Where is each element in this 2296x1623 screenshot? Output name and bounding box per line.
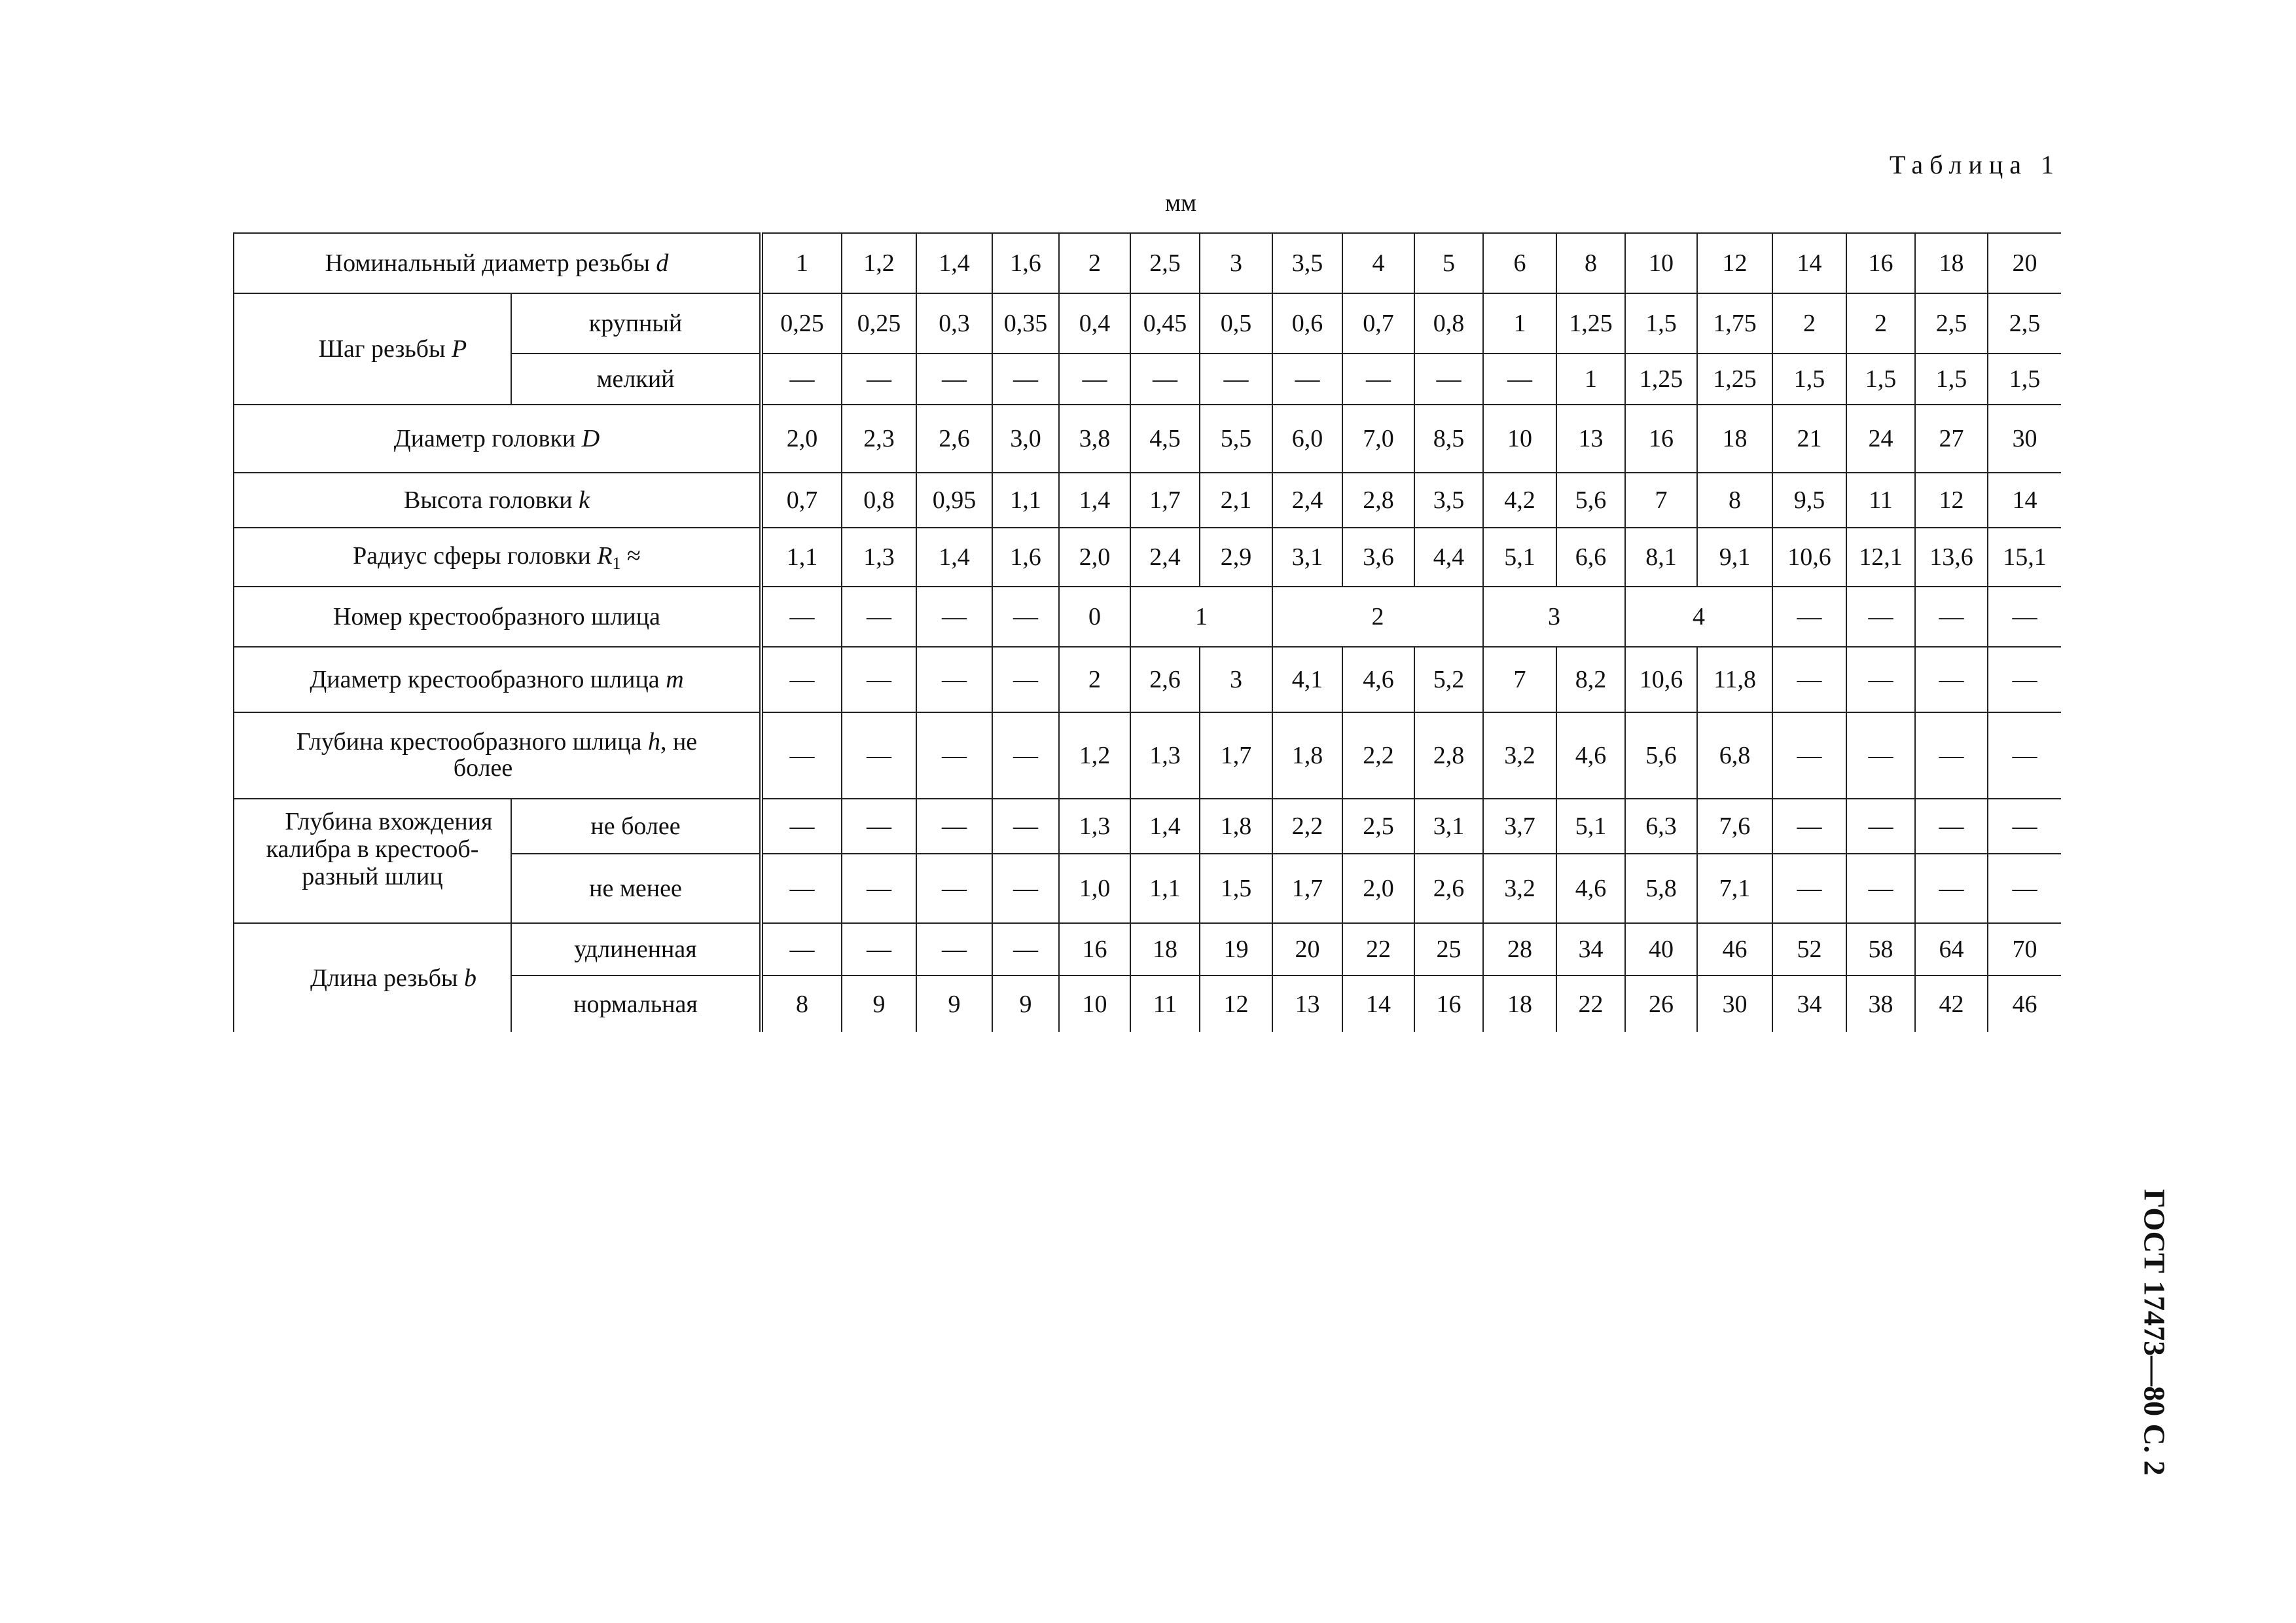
cell: 1: [1130, 587, 1272, 647]
side-label: [2109, 1178, 2200, 1486]
cell: 1: [1483, 293, 1556, 354]
cell: —: [1915, 647, 1988, 712]
cell: 3: [1200, 647, 1272, 712]
cell: 1,5: [1200, 854, 1272, 923]
cell: —: [842, 587, 916, 647]
cell: —: [1846, 712, 1915, 799]
cell: —: [1200, 354, 1272, 405]
cell: 1,5: [1625, 293, 1697, 354]
sub-label: крупный: [511, 293, 761, 354]
cell: 26: [1625, 976, 1697, 1032]
cell: 14: [1988, 473, 2061, 528]
row-label: Длина резьбы b: [234, 923, 511, 1032]
cell: —: [992, 647, 1059, 712]
cell: 10,6: [1625, 647, 1697, 712]
cell: 7,6: [1697, 799, 1772, 854]
cell: 9,5: [1772, 473, 1846, 528]
cell: 3,2: [1483, 712, 1556, 799]
cell: 9: [842, 976, 916, 1032]
cell: 2,3: [842, 405, 916, 473]
cell: 0,7: [761, 473, 842, 528]
cell: 1,5: [1915, 354, 1988, 405]
cell: 5,6: [1625, 712, 1697, 799]
cell: 19: [1200, 923, 1272, 976]
cell: 18: [1915, 233, 1988, 293]
cell: 11: [1130, 976, 1200, 1032]
cell: 10,6: [1772, 528, 1846, 587]
cell: —: [1915, 799, 1988, 854]
cell: 16: [1625, 405, 1697, 473]
table-caption: Таблица 1: [1889, 150, 2060, 179]
cell: 46: [1988, 976, 2061, 1032]
cell: 13: [1556, 405, 1625, 473]
cell: 2: [1272, 587, 1483, 647]
cell: 40: [1625, 923, 1697, 976]
cell: 10: [1059, 976, 1130, 1032]
cell: 2: [1059, 647, 1130, 712]
cell: —: [916, 854, 992, 923]
cell: —: [761, 712, 842, 799]
cell: 22: [1556, 976, 1625, 1032]
cell: 16: [1414, 976, 1483, 1032]
cell: 2,2: [1272, 799, 1342, 854]
cell: 22: [1342, 923, 1414, 976]
cell: 18: [1697, 405, 1772, 473]
cell: 3,5: [1272, 233, 1342, 293]
cell: 0,7: [1342, 293, 1414, 354]
cell: 4,6: [1342, 647, 1414, 712]
cell: —: [761, 854, 842, 923]
cell: 2,8: [1414, 712, 1483, 799]
row-length-long: [234, 923, 2061, 976]
cell: 4,6: [1556, 854, 1625, 923]
cell: —: [1846, 587, 1915, 647]
cell: 0,4: [1059, 293, 1130, 354]
spec-table: [233, 232, 2061, 1032]
cell: 1,4: [916, 233, 992, 293]
cell: 0,45: [1130, 293, 1200, 354]
cell: 1,1: [761, 528, 842, 587]
cell: 18: [1483, 976, 1556, 1032]
cell: 34: [1772, 976, 1846, 1032]
cell: 2,0: [1059, 528, 1130, 587]
cell: 3: [1483, 587, 1625, 647]
cell: 3,5: [1414, 473, 1483, 528]
cell: —: [1342, 354, 1414, 405]
cell: 4: [1342, 233, 1414, 293]
cell: 28: [1483, 923, 1556, 976]
cell: 3,6: [1342, 528, 1414, 587]
cell: —: [992, 587, 1059, 647]
cell: —: [761, 354, 842, 405]
cell: —: [992, 712, 1059, 799]
cell: —: [992, 354, 1059, 405]
cell: 4: [1625, 587, 1772, 647]
cell: 30: [1697, 976, 1772, 1032]
cell: 1,7: [1200, 712, 1272, 799]
cell: 3,2: [1483, 854, 1556, 923]
cell: —: [761, 587, 842, 647]
cell: 0,6: [1272, 293, 1342, 354]
cell: 12: [1697, 233, 1772, 293]
cell: 13: [1272, 976, 1342, 1032]
cell: 1,8: [1200, 799, 1272, 854]
row-label: Глубина крестообразного шлица h, не более: [234, 712, 761, 799]
cell: 16: [1059, 923, 1130, 976]
cell: —: [1988, 587, 2061, 647]
row-diameter: [234, 233, 2061, 293]
row-label: Диаметр крестообразного шлица m: [234, 647, 761, 712]
cell: 2,5: [1988, 293, 2061, 354]
row-head-height: [234, 473, 2061, 528]
cell: 34: [1556, 923, 1625, 976]
cell: —: [916, 799, 992, 854]
cell: 0,95: [916, 473, 992, 528]
cell: 2,8: [1342, 473, 1414, 528]
row-label: Высота головки k: [234, 473, 761, 528]
cell: 14: [1772, 233, 1846, 293]
cell: 2,5: [1915, 293, 1988, 354]
cell: 0,8: [842, 473, 916, 528]
cell: —: [992, 854, 1059, 923]
cell: 1,3: [1130, 712, 1200, 799]
cell: 1,25: [1697, 354, 1772, 405]
cell: 58: [1846, 923, 1915, 976]
cell: 42: [1915, 976, 1988, 1032]
row-sphere-radius: [234, 528, 2061, 587]
cell: 20: [1272, 923, 1342, 976]
cell: —: [992, 923, 1059, 976]
cell: 8: [1697, 473, 1772, 528]
cell: 0,25: [842, 293, 916, 354]
cell: 1,1: [1130, 854, 1200, 923]
cell: 8: [761, 976, 842, 1032]
cell: 1,2: [1059, 712, 1130, 799]
cell: 7: [1625, 473, 1697, 528]
cell: 8,2: [1556, 647, 1625, 712]
cell: —: [842, 712, 916, 799]
cell: —: [1915, 854, 1988, 923]
cell: 11,8: [1697, 647, 1772, 712]
row-head-diameter: [234, 405, 2061, 473]
cell: 9: [916, 976, 992, 1032]
units-label: мм: [1165, 189, 1197, 217]
cell: —: [1130, 354, 1200, 405]
cell: 6,0: [1272, 405, 1342, 473]
cell: 5,1: [1483, 528, 1556, 587]
cell: —: [1988, 647, 2061, 712]
cell: 4,5: [1130, 405, 1200, 473]
cell: 2: [1059, 233, 1130, 293]
cell: 2,6: [1414, 854, 1483, 923]
sub-label: нормальная: [511, 976, 761, 1032]
cell: 8,5: [1414, 405, 1483, 473]
row-gauge-max: [234, 799, 2061, 854]
cell: 12: [1915, 473, 1988, 528]
cell: —: [1988, 799, 2061, 854]
cell: —: [1772, 647, 1846, 712]
cell: 1: [761, 233, 842, 293]
cell: —: [1988, 712, 2061, 799]
cell: 12: [1200, 976, 1272, 1032]
cell: 1,1: [992, 473, 1059, 528]
cell: 46: [1697, 923, 1772, 976]
cell: 9: [992, 976, 1059, 1032]
cell: 5,2: [1414, 647, 1483, 712]
cell: 1,75: [1697, 293, 1772, 354]
cell: —: [1483, 354, 1556, 405]
cell: 4,6: [1556, 712, 1625, 799]
cell: 2,6: [1130, 647, 1200, 712]
cell: 14: [1342, 976, 1414, 1032]
side-label-text: ГОСТ 17473—80 С. 2: [2138, 1189, 2172, 1476]
row-slot-number: [234, 587, 2061, 647]
row-pitch-coarse: [234, 293, 2061, 354]
sub-label: не более: [511, 799, 761, 854]
cell: —: [842, 354, 916, 405]
cell: —: [1414, 354, 1483, 405]
cell: 2,1: [1200, 473, 1272, 528]
cell: —: [1059, 354, 1130, 405]
cell: 20: [1988, 233, 2061, 293]
cell: 7,0: [1342, 405, 1414, 473]
cell: 5,1: [1556, 799, 1625, 854]
cell: 64: [1915, 923, 1988, 976]
row-label: Диаметр головки D: [234, 405, 761, 473]
cell: 2,4: [1272, 473, 1342, 528]
cell: 6,3: [1625, 799, 1697, 854]
cell: 13,6: [1915, 528, 1988, 587]
cell: —: [761, 647, 842, 712]
cell: —: [842, 854, 916, 923]
cell: 1,4: [916, 528, 992, 587]
cell: 2: [1772, 293, 1846, 354]
cell: —: [1846, 799, 1915, 854]
cell: 6: [1483, 233, 1556, 293]
cell: 2,0: [761, 405, 842, 473]
cell: —: [1272, 354, 1342, 405]
sub-label: удлиненная: [511, 923, 761, 976]
cell: 2,0: [1342, 854, 1414, 923]
sub-label: мелкий: [511, 354, 761, 405]
cell: 38: [1846, 976, 1915, 1032]
cell: —: [916, 354, 992, 405]
cell: —: [1846, 647, 1915, 712]
cell: 2,5: [1342, 799, 1414, 854]
cell: —: [842, 799, 916, 854]
cell: —: [916, 647, 992, 712]
cell: 2,4: [1130, 528, 1200, 587]
cell: —: [1988, 854, 2061, 923]
cell: 6,8: [1697, 712, 1772, 799]
cell: 3,1: [1414, 799, 1483, 854]
cell: 0,3: [916, 293, 992, 354]
cell: 7,1: [1697, 854, 1772, 923]
cell: —: [1772, 587, 1846, 647]
cell: 1,7: [1272, 854, 1342, 923]
cell: 3,1: [1272, 528, 1342, 587]
cell: 10: [1625, 233, 1697, 293]
cell: 24: [1846, 405, 1915, 473]
cell: 12,1: [1846, 528, 1915, 587]
cell: 2,9: [1200, 528, 1272, 587]
cell: 4,2: [1483, 473, 1556, 528]
cell: 2,6: [916, 405, 992, 473]
cell: 5,5: [1200, 405, 1272, 473]
cell: —: [1772, 799, 1846, 854]
cell: 3: [1200, 233, 1272, 293]
cell: 25: [1414, 923, 1483, 976]
cell: 1,6: [992, 528, 1059, 587]
cell: —: [916, 712, 992, 799]
cell: 5,8: [1625, 854, 1697, 923]
cell: 8: [1556, 233, 1625, 293]
cell: —: [916, 923, 992, 976]
cell: 21: [1772, 405, 1846, 473]
cell: 2,2: [1342, 712, 1414, 799]
cell: 0,5: [1200, 293, 1272, 354]
cell: 2,5: [1130, 233, 1200, 293]
cell: 30: [1988, 405, 2061, 473]
cell: —: [916, 587, 992, 647]
cell: 0,8: [1414, 293, 1483, 354]
cell: 1,5: [1772, 354, 1846, 405]
row-label: Номер крестообразного шлица: [234, 587, 761, 647]
cell: —: [1915, 587, 1988, 647]
cell: 8,1: [1625, 528, 1697, 587]
cell: 1,5: [1988, 354, 2061, 405]
cell: 1,8: [1272, 712, 1342, 799]
cell: 5: [1414, 233, 1483, 293]
cell: 10: [1483, 405, 1556, 473]
cell: —: [842, 923, 916, 976]
cell: 1,6: [992, 233, 1059, 293]
cell: 18: [1130, 923, 1200, 976]
cell: 2: [1846, 293, 1915, 354]
row-label: Номинальный диаметр резьбы d: [234, 233, 761, 293]
cell: 1,4: [1130, 799, 1200, 854]
row-label: Глубина вхождения калибра в крестооб- разный шлиц: [234, 799, 511, 923]
cell: —: [842, 647, 916, 712]
cell: 27: [1915, 405, 1988, 473]
cell: 16: [1846, 233, 1915, 293]
cell: 1,25: [1556, 293, 1625, 354]
cell: 4,4: [1414, 528, 1483, 587]
cell: 0,35: [992, 293, 1059, 354]
cell: —: [761, 799, 842, 854]
cell: 3,0: [992, 405, 1059, 473]
cell: 3,8: [1059, 405, 1130, 473]
sub-label: не менее: [511, 854, 761, 923]
cell: 1,4: [1059, 473, 1130, 528]
cell: 6,6: [1556, 528, 1625, 587]
cell: 1,3: [842, 528, 916, 587]
row-slot-depth: [234, 712, 2061, 799]
cell: —: [992, 799, 1059, 854]
cell: 1,5: [1846, 354, 1915, 405]
row-label: Шаг резьбы P: [234, 293, 511, 405]
row-label: Радиус сферы головки $R_1$ ≈: [234, 528, 761, 587]
cell: 5,6: [1556, 473, 1625, 528]
cell: 7: [1483, 647, 1556, 712]
cell: —: [1846, 854, 1915, 923]
cell: 4,1: [1272, 647, 1342, 712]
row-slot-diameter: [234, 647, 2061, 712]
cell: —: [1772, 854, 1846, 923]
cell: —: [1915, 712, 1988, 799]
cell: 0: [1059, 587, 1130, 647]
cell: 0,25: [761, 293, 842, 354]
cell: 9,1: [1697, 528, 1772, 587]
cell: 11: [1846, 473, 1915, 528]
cell: 1: [1556, 354, 1625, 405]
cell: 1,0: [1059, 854, 1130, 923]
cell: —: [1772, 712, 1846, 799]
cell: 1,7: [1130, 473, 1200, 528]
cell: 52: [1772, 923, 1846, 976]
cell: —: [761, 923, 842, 976]
cell: 1,3: [1059, 799, 1130, 854]
cell: 1,25: [1625, 354, 1697, 405]
cell: 15,1: [1988, 528, 2061, 587]
cell: 3,7: [1483, 799, 1556, 854]
cell: 1,2: [842, 233, 916, 293]
cell: 70: [1988, 923, 2061, 976]
